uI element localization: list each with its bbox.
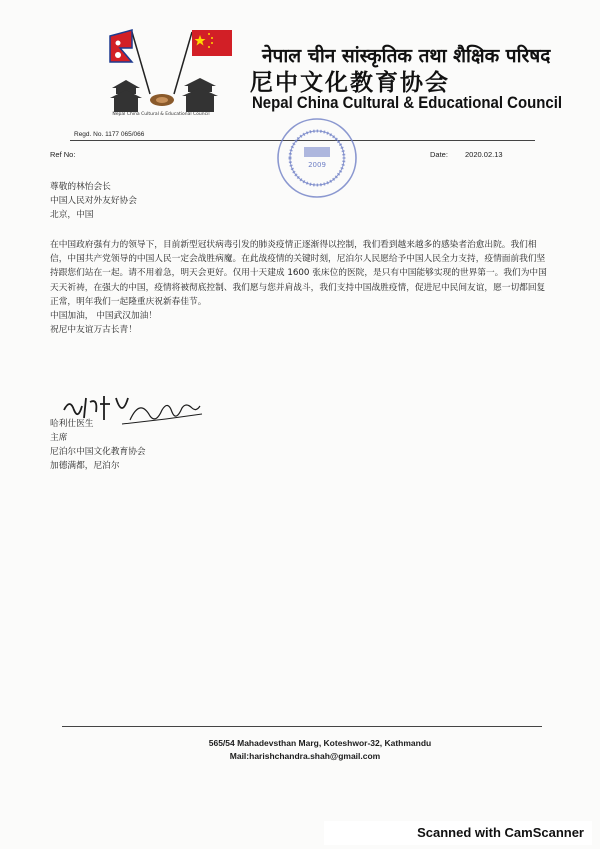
date-label: Date:	[430, 150, 448, 159]
signature-block	[50, 417, 146, 473]
footer-address: 565/54 Mahadevsthan Marg, Koteshwor-32, Kathmandu	[208, 738, 432, 748]
signatory-city: 加德满都，尼泊尔	[50, 461, 120, 471]
letter-body	[50, 238, 550, 337]
reference-label: Ref No:	[50, 150, 76, 159]
camscanner-watermark: Scanned with CamScanner	[324, 821, 592, 845]
handshake-icon	[150, 94, 174, 106]
recipient-line-2: 中国人民对外友好协会	[50, 196, 137, 206]
org-name-chinese: 尼中文化教育协会	[250, 70, 450, 96]
org-name-nepali: नेपाल चीन सांस्कृतिक तथा शैक्षिक परिषद	[262, 45, 551, 67]
pagoda-icon	[110, 80, 142, 112]
recipient-line-1: 尊敬的林怡会长	[50, 182, 111, 192]
nepal-flag-icon	[110, 30, 132, 62]
footer-divider	[62, 726, 542, 727]
official-seal-stamp	[276, 117, 358, 199]
seal-year: 2009	[308, 161, 326, 169]
date-value: 2020.02.13	[465, 150, 503, 159]
org-name-english: Nepal China Cultural & Educational Council	[252, 93, 563, 112]
china-flag-icon	[192, 30, 232, 56]
footer-email: Mail:harishchandra.shah@gmail.com	[229, 751, 381, 761]
signatory-organization: 尼泊尔中国文化教育协会	[50, 447, 146, 457]
council-logo	[92, 26, 232, 126]
signatory-title: 主席	[50, 433, 68, 443]
body-friendship-line: 祝尼中友谊万古长青！	[50, 325, 137, 336]
signatory-name: 哈利仕医生	[50, 419, 94, 429]
recipient-line-3: 北京，中国	[50, 210, 94, 220]
registration-number: Regd. No. 1177 065/066	[74, 131, 145, 138]
body-cheer-line: 中国加油， 中国武汉加油！	[50, 311, 158, 322]
temple-icon	[182, 78, 218, 112]
body-paragraph: 在中国政府强有力的领导下，目前新型冠状病毒引发的肺炎疫情正逐渐得以控制，我们看到越来越多的感染者治愈出院。我们相信，中国共产党领导的中国人民一定会战胜病魔。在此战疫情的关键时刻，尼泊尔人民愿给予中国人民全力支持，疫情面前我们坚持跟您们站在一起。请不用着急，明天会更好。仅用十天建成 1600 张床位的医院，是只有中国能够实现的世界第一。我们为中国天天祈祷，在强大的中国，疫情将被彻底控制、我们愿与您并肩战斗，我们支持中国战胜疫情，促进尼中民间友谊，愿一切都回复正常，明年我们一起隆重庆祝新春佳节。	[50, 240, 547, 307]
logo-caption: Nepal China Cultural & Educational Council	[112, 112, 210, 117]
